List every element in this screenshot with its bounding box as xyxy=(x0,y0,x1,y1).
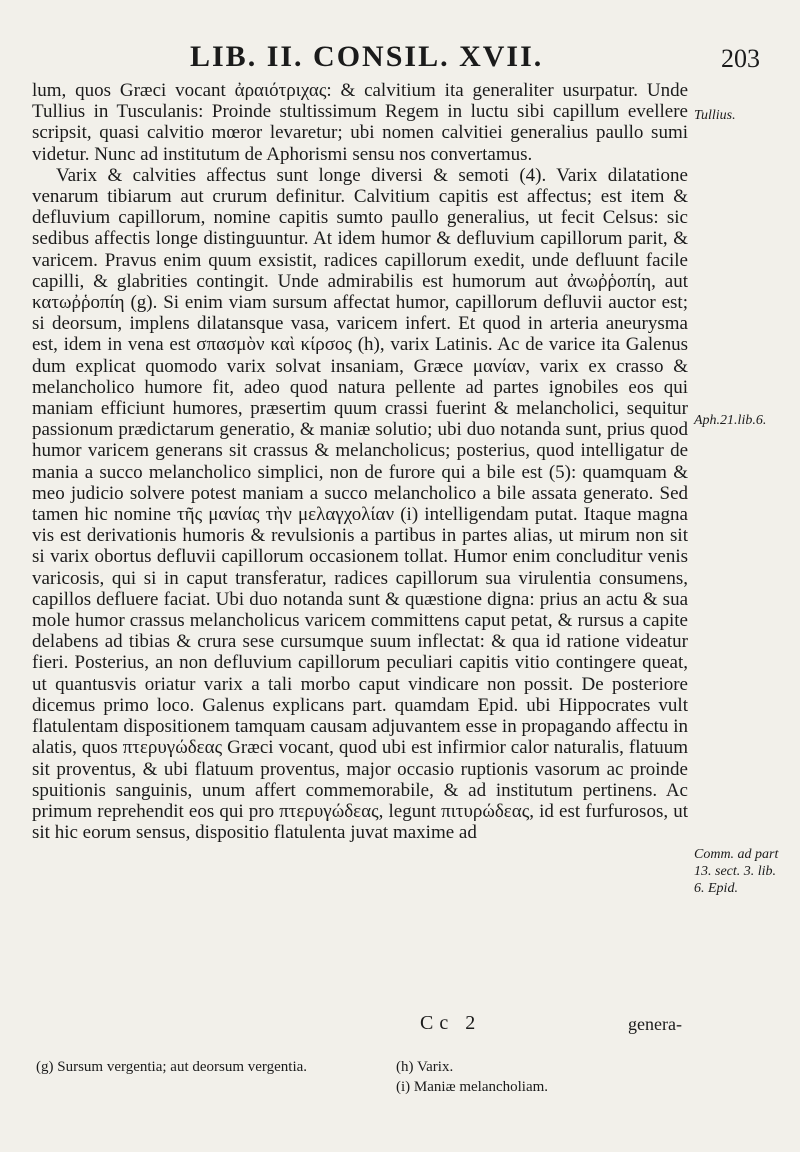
margin-note-aphorism: Aph.21.lib.6. xyxy=(694,413,767,428)
running-head: LIB. II. CONSIL. XVII. xyxy=(190,40,544,73)
main-text xyxy=(32,80,688,843)
paragraph-1: lum, quos Græci vocant ἀραιότριχας: & calvitium ita generaliter usurpatur. Unde Tullius in Tusculanis: Proinde stultissimum Regem in luctu sibi capillum evellere scripsit, quasi calvitio mœror levaretur; ubi nomen calvitiei generalius paullo sumi videtur. Nunc ad institutum de Aphorismi sensu nos convertamus. xyxy=(32,80,688,165)
catchword: genera- xyxy=(628,1014,682,1034)
signature-mark: Cc 2 xyxy=(420,1012,482,1034)
footnote-i: (i) Maniæ melancholiam. xyxy=(396,1079,549,1095)
footnote-h: (h) Varix. xyxy=(396,1059,454,1075)
margin-note-tullius: Tullius. xyxy=(694,108,736,123)
page-number: 203 xyxy=(721,44,760,73)
margin-note-commentary: Comm. ad part 13. sect. 3. lib. 6. Epid. xyxy=(694,847,779,896)
footnote-g: (g) Sursum vergentia; aut deorsum vergentia. xyxy=(36,1059,308,1075)
page-header xyxy=(30,40,760,80)
paragraph-2: Varix & calvities affectus sunt longe diversi & semoti (4). Varix dilatatione venarum tibiarum aut crurum definitur. Calvitium capitis est affectus; est item & defluvium capillorum, nomine capitis sumto paullo generalius, ut fecit Celsus: sic sedibus affectis longe distinguuntur. At idem humor & defluvium capillorum parit, & varicem. Pravus enim quum exsistit, radices capillorum exedit, unde defluunt facile capilli, & glabrities contingit. Unde admirabilis est humorum aut ἀνωῤῥοπίη, aut κατωῤῥοπίη (g). Si enim viam sursum affectat humor, capillorum defluvii auctor est; si deorsum, implens dilatansque vasa, varicem infert. Et quod in arteria aneurysma est, idem in vena est σπασμὸν καὶ κίρσος (h), varix Latinis. Ac de varice ita Galenus dum explicat quomodo varix solvat insaniam, Græce μανίαν, varix ex crasso & melancholico humore fit, adeo quod natura pellente ad partes ignobiles eos qui maniam efficiunt humores, præsertim quum crassi fuerint & melancholici, sequitur passionum prædictarum generatio, & maniæ solutio; ubi duo notanda sunt, prius quod humor varicem generans sit crassus & melancholicus; posterius, quod intelligatur de mania a succo melancholico simplici, non de furore qui a bile est (5): quamquam & meo judicio solvere potest maniam a succo melancholico a bile assata generato. Sed tamen hic nomine τῆς μανίας τὴν μελαγχολίαν (i) intelligendam putat. Itaque magna vis est derivationis humoris & revulsionis a partibus in partes alias, ut mirum non sit si varix obortus defluvii capillorum occasionem tollat. Humor enim concluditur venis varicosis, qui si in caput transferatur, radices capillorum sua virulentia consumens, capillos defluere faciat. Ubi duo notanda sunt & quæstione digna: prius an actu & sua mole humor crassus melancholicus varicem committens caput petat, & rursus a capite delabens ad tibias & crura sese cursumque suum inflectat: & qua id ratione videatur fieri. Posterius, an non defluvium capillorum peculiari capitis vitio contingere queat, ut quantusvis oriatur varix a tali morbo caput vindicare non possit. De posteriore dicemus primo loco. Galenus explicans part. quamdam Epid. ubi Hippocrates vult flatulentam dispositionem tamquam causam adjuvantem esse in propagando affectu in alatis, quos πτερυγώδεας Græci vocant, quod ubi est infirmior calor naturalis, flatuum sit proventus, & ubi flatuum proventus, major occasio ruptionis vasorum ac proinde spuitionis sanguinis, unum affert commemorabile, & ad institutum pertinens. Ac primum reprehendit eos qui pro πτερυγώδεας, legunt πιτυρώδεας, id est furfurosos, ut sit hic eorum sensus, dispositio flatulenta juvat maxime ad xyxy=(32,164,688,844)
